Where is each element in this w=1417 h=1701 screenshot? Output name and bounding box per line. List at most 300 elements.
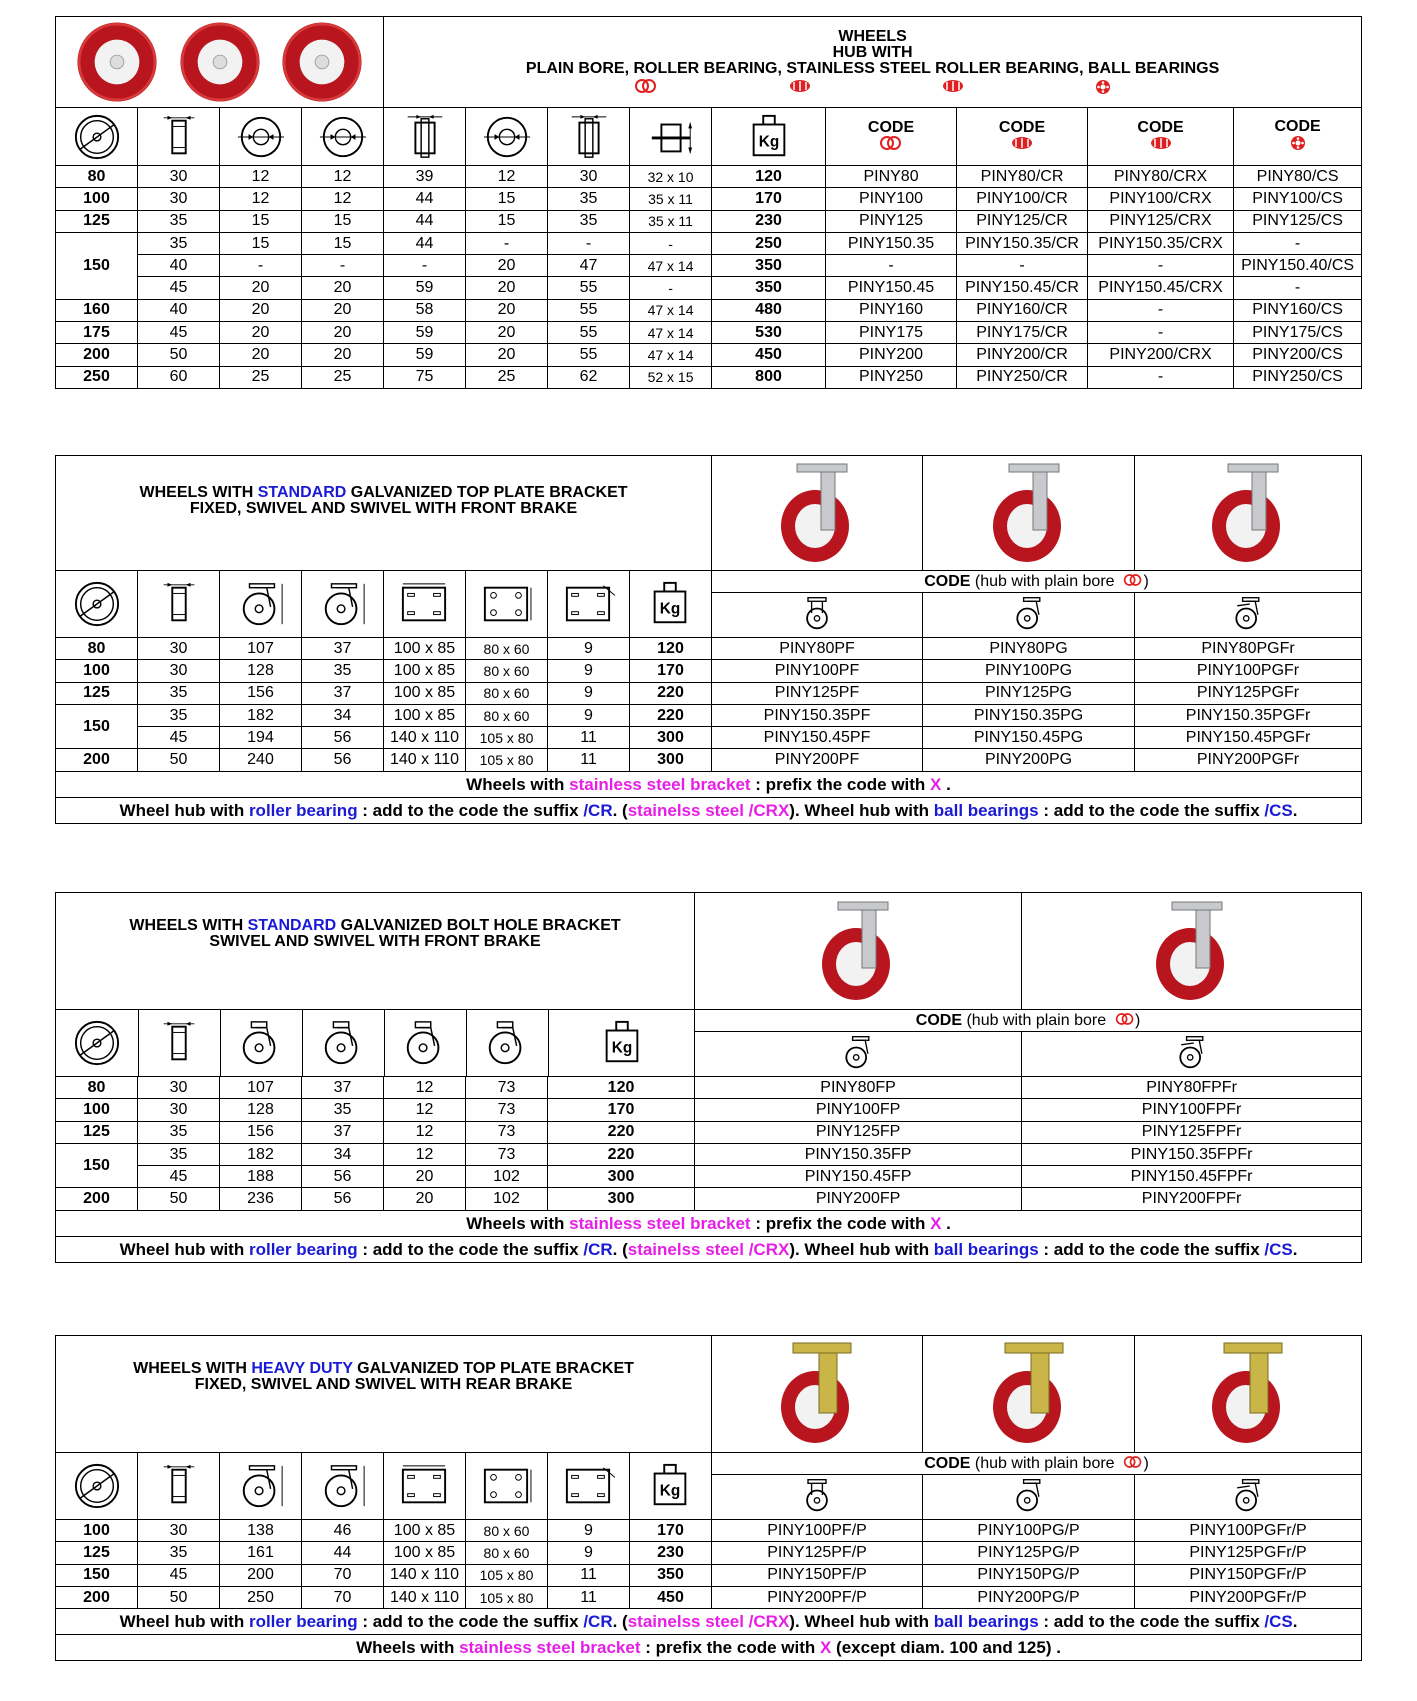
code-cell: PINY100PGFr/P <box>1135 1520 1362 1542</box>
code-cell: PINY200/CR <box>957 344 1088 366</box>
dimension-cell: 35 <box>138 232 220 254</box>
code-cell: - <box>1088 322 1234 344</box>
dimension-cell: 55 <box>548 344 630 366</box>
code-cell: PINY200 <box>826 344 957 366</box>
code-cell: PINY100FPFr <box>1022 1099 1362 1121</box>
wheel-diameter-icon <box>67 1019 127 1067</box>
dimension-cell: 15 <box>466 210 548 232</box>
dimension-cell: 100 x 85 <box>384 660 466 682</box>
dimension-cell: 45 <box>138 1166 220 1188</box>
diameter-cell: 125 <box>56 1542 138 1564</box>
code-cell: PINY250 <box>826 366 957 388</box>
hub-length-icon <box>395 113 455 161</box>
load-kg-icon <box>640 580 700 628</box>
dimension-cell: 39 <box>384 166 466 188</box>
code-cell: PINY150.40/CS <box>1234 255 1362 277</box>
code-header: CODE <box>998 118 1046 136</box>
note-stainless: Wheels with stainless steel bracket : prefix the code with X (except diam. 100 and 125) . <box>56 1635 1362 1661</box>
bolt-hole-table <box>55 892 1362 1263</box>
dimension-cell: 35 <box>138 1542 220 1564</box>
dimension-cell: 35 <box>302 660 384 682</box>
bolt-hole-icon <box>395 1019 455 1067</box>
dimension-cell: - <box>220 255 302 277</box>
dimension-cell: 20 <box>466 255 548 277</box>
total-height-icon <box>231 1462 291 1510</box>
dimension-cell: 47 <box>548 255 630 277</box>
code-header-row <box>695 1010 1362 1032</box>
code-cell: PINY100 <box>826 188 957 210</box>
plate-size-icon <box>394 580 454 628</box>
code-header: CODE <box>867 118 915 136</box>
wheel-width-icon <box>149 580 209 628</box>
dimension-cell: 12 <box>384 1143 466 1165</box>
total-height-icon <box>231 1019 291 1067</box>
dimension-cell: 9 <box>548 1520 630 1542</box>
load-cell: 170 <box>630 660 712 682</box>
load-cell: 220 <box>548 1121 695 1143</box>
code-cell: PINY125PGFr/P <box>1135 1542 1362 1564</box>
load-cell: 450 <box>630 1586 712 1608</box>
dimension-cell: 182 <box>220 704 302 726</box>
table-row <box>56 1166 1362 1188</box>
diameter-cell: 150 <box>56 1564 138 1586</box>
dimension-cell: 30 <box>138 166 220 188</box>
code-cell: PINY100/CRX <box>1088 188 1234 210</box>
dimension-cell: 56 <box>302 749 384 771</box>
code-note: (hub with plain bore <box>970 1454 1115 1472</box>
dimension-cell: 9 <box>548 1542 630 1564</box>
code-cell: PINY125PG/P <box>923 1542 1135 1564</box>
wheels-hub-table <box>55 16 1362 389</box>
code-note: ) <box>1143 1454 1149 1472</box>
code-cell: PINY200FP <box>695 1188 1022 1210</box>
bolt-size-icon <box>558 1462 618 1510</box>
load-cell: 170 <box>630 1520 712 1542</box>
table-row <box>56 1564 1362 1586</box>
fixed-caster-icon <box>799 595 835 631</box>
dimension-cell: 12 <box>466 166 548 188</box>
code-cell: PINY175 <box>826 322 957 344</box>
plate-size-icon <box>394 1462 454 1510</box>
ss-roller-bearing-icon <box>941 79 965 93</box>
diameter-cell: 125 <box>56 682 138 704</box>
code-cell: PINY125FPFr <box>1022 1121 1362 1143</box>
dimension-cell: 100 x 85 <box>384 1542 466 1564</box>
diameter-cell: 175 <box>56 322 138 344</box>
dimension-cell: 35 x 11 <box>630 210 712 232</box>
dimension-cell: - <box>384 255 466 277</box>
title-text: GALVANIZED BOLT HOLE BRACKET <box>336 917 621 934</box>
dimension-cell: 50 <box>138 749 220 771</box>
dimension-cell: 35 <box>138 704 220 726</box>
title-line: SWIVEL AND SWIVEL WITH FRONT BRAKE <box>209 933 541 950</box>
dimension-cell: 12 <box>302 188 384 210</box>
code-cell: PINY80PGFr <box>1135 638 1362 660</box>
note-hub: Wheel hub with roller bearing : add to the code the suffix /CR. (stainelss steel /CRX). Wheel hub with ball bearings : add to the code the suffix /CS. <box>56 1236 1362 1262</box>
table-row <box>56 1542 1362 1564</box>
dimension-cell: 20 <box>302 344 384 366</box>
dimension-cell: 105 x 80 <box>466 749 548 771</box>
table-row <box>56 232 1362 254</box>
ball-bearing-icon <box>1290 135 1306 151</box>
wheel-width-icon <box>149 113 209 161</box>
dimension-cell: 140 x 110 <box>384 749 466 771</box>
dimension-cell: 128 <box>220 660 302 682</box>
code-header: CODE <box>915 1011 963 1029</box>
caster-fixed-photo <box>757 456 877 566</box>
swivel-brake-caster-icon <box>1230 1477 1266 1513</box>
table-row <box>56 366 1362 388</box>
diameter-cell: 200 <box>56 749 138 771</box>
dimension-cell: 59 <box>384 322 466 344</box>
dimension-cell: 161 <box>220 1542 302 1564</box>
hole-spacing-icon <box>476 580 536 628</box>
hole-spacing-icon <box>476 1462 536 1510</box>
offset-icon <box>313 1019 373 1067</box>
code-cell: PINY150.45/CRX <box>1088 277 1234 299</box>
dimension-cell: 100 x 85 <box>384 638 466 660</box>
dimension-cell: 58 <box>384 299 466 321</box>
hd-caster-swivel-brake-photo <box>1188 1337 1308 1447</box>
dimension-cell: 20 <box>302 277 384 299</box>
code-header: CODE <box>924 1454 971 1472</box>
code-cell: PINY150.35PGFr <box>1135 704 1362 726</box>
dimension-cell: 55 <box>548 299 630 321</box>
dimension-cell: 194 <box>220 727 302 749</box>
code-cell: PINY250/CS <box>1234 366 1362 388</box>
load-kg-icon <box>739 113 799 161</box>
swivel-caster-icon <box>840 1034 876 1070</box>
code-header: CODE <box>1137 118 1184 136</box>
dimension-cell: 75 <box>384 366 466 388</box>
plain-bore-icon <box>1115 1013 1135 1025</box>
code-header-row <box>712 1453 1362 1475</box>
table3-title <box>56 893 695 1010</box>
dimension-cell: 20 <box>220 277 302 299</box>
dimension-cell: 80 x 60 <box>466 1542 548 1564</box>
code-cell: PINY200/CS <box>1234 344 1362 366</box>
title-highlight: STANDARD <box>257 484 347 501</box>
offset-icon <box>313 1462 373 1510</box>
dimension-cell: 52 x 15 <box>630 366 712 388</box>
ss-roller-bearing-icon <box>1149 136 1173 150</box>
dimension-cell: 30 <box>138 1099 220 1121</box>
code-cell: PINY100PG/P <box>923 1520 1135 1542</box>
dimension-cell: 44 <box>302 1542 384 1564</box>
dimension-cell: 12 <box>220 166 302 188</box>
code-cell: PINY125/CS <box>1234 210 1362 232</box>
dimension-cell: 37 <box>302 682 384 704</box>
code-cell: PINY80/CS <box>1234 166 1362 188</box>
swivel-brake-caster-icon <box>1230 595 1266 631</box>
dimension-cell: - <box>630 277 712 299</box>
table-row <box>56 166 1362 188</box>
code-cell: PINY150.45FP <box>695 1166 1022 1188</box>
diameter-cell: 200 <box>56 344 138 366</box>
code-cell: PINY150.45/CR <box>957 277 1088 299</box>
dimension-cell: - <box>466 232 548 254</box>
dimension-cell: 12 <box>302 166 384 188</box>
dimension-cell: 45 <box>138 277 220 299</box>
dimension-cell: 200 <box>220 1564 302 1586</box>
dimension-cell: 37 <box>302 1077 384 1099</box>
code-cell: PINY150.45PG <box>923 727 1135 749</box>
table-row <box>56 1586 1362 1608</box>
dimension-cell: 105 x 80 <box>466 1564 548 1586</box>
hub-length-ball-icon <box>559 113 619 161</box>
code-cell: PINY150.45 <box>826 277 957 299</box>
bolt-size-icon <box>558 580 618 628</box>
table-row <box>56 727 1362 749</box>
load-kg-icon <box>592 1019 652 1067</box>
code-cell: - <box>1234 277 1362 299</box>
dimension-cell: 15 <box>302 232 384 254</box>
wheel-diameter-icon <box>67 580 127 628</box>
total-height-icon <box>231 580 291 628</box>
dimension-cell: 12 <box>384 1077 466 1099</box>
dimension-cell: 20 <box>302 322 384 344</box>
dimension-cell: 30 <box>138 188 220 210</box>
code-cell: PINY150.35FP <box>695 1143 1022 1165</box>
dimension-cell: 62 <box>548 366 630 388</box>
code-cell: PINY150PF/P <box>712 1564 923 1586</box>
dimension-cell: 156 <box>220 1121 302 1143</box>
dimension-cell: - <box>302 255 384 277</box>
dimension-cell: 20 <box>220 344 302 366</box>
dimension-cell: 55 <box>548 277 630 299</box>
dimension-cell: 34 <box>302 704 384 726</box>
code-cell: PINY100PG <box>923 660 1135 682</box>
code-cell: PINY160/CR <box>957 299 1088 321</box>
load-cell: 800 <box>712 366 826 388</box>
load-cell: 250 <box>712 232 826 254</box>
code-cell: PINY150.35FPFr <box>1022 1143 1362 1165</box>
dimension-cell: 15 <box>302 210 384 232</box>
diameter-cell: 200 <box>56 1586 138 1608</box>
dimension-cell: 35 <box>548 210 630 232</box>
code-cell: PINY125/CR <box>957 210 1088 232</box>
dimension-cell: 80 x 60 <box>466 1520 548 1542</box>
dimension-cell: 80 x 60 <box>466 682 548 704</box>
code-cell: PINY200/CRX <box>1088 344 1234 366</box>
dimension-cell: 35 <box>138 1143 220 1165</box>
diameter-cell: 80 <box>56 638 138 660</box>
table-row <box>56 277 1362 299</box>
code-cell: PINY200PF/P <box>712 1586 923 1608</box>
diameter-cell: 100 <box>56 1099 138 1121</box>
title-line: FIXED, SWIVEL AND SWIVEL WITH FRONT BRAKE <box>189 500 578 517</box>
dimension-cell: 35 x 11 <box>630 188 712 210</box>
table-row <box>56 660 1362 682</box>
dimension-cell: 30 <box>548 166 630 188</box>
table-row <box>56 322 1362 344</box>
dimension-cell: 128 <box>220 1099 302 1121</box>
dimension-cell: 100 x 85 <box>384 1520 466 1542</box>
code-cell: PINY125PF <box>712 682 923 704</box>
dimension-cell: 107 <box>220 1077 302 1099</box>
table-row <box>56 638 1362 660</box>
diameter-cell: 150 <box>56 704 138 749</box>
dimension-cell: 102 <box>466 1188 548 1210</box>
title-line: WHEELS <box>838 28 907 45</box>
dimension-cell: 15 <box>466 188 548 210</box>
dimension-cell: 55 <box>548 322 630 344</box>
title-highlight: STANDARD <box>247 917 337 934</box>
code-cell: PINY160/CS <box>1234 299 1362 321</box>
dimension-cell: 188 <box>220 1166 302 1188</box>
code-note: (hub with plain bore <box>970 572 1115 590</box>
code-cell: PINY125PG <box>923 682 1135 704</box>
dimension-cell: 32 x 10 <box>630 166 712 188</box>
hub-bore-roller-icon <box>313 113 373 161</box>
code-header-row <box>712 571 1362 593</box>
load-cell: 170 <box>548 1099 695 1121</box>
code-cell: - <box>1088 255 1234 277</box>
dimension-cell: 47 x 14 <box>630 344 712 366</box>
plain-bore-icon <box>1123 1456 1143 1468</box>
caster-swivel-brake-photo <box>1188 456 1308 566</box>
code-cell: PINY150.35PF <box>712 704 923 726</box>
dimension-cell: 25 <box>220 366 302 388</box>
dimension-cell: 44 <box>384 188 466 210</box>
diameter-cell: 80 <box>56 1077 138 1099</box>
code-cell: PINY150.35PG <box>923 704 1135 726</box>
dimension-cell: 59 <box>384 344 466 366</box>
dimension-cell: 80 x 60 <box>466 704 548 726</box>
code-cell: PINY150.45FPFr <box>1022 1166 1362 1188</box>
note-stainless: Wheels with stainless steel bracket : prefix the code with X . <box>56 1210 1362 1236</box>
dimension-cell: 50 <box>138 1188 220 1210</box>
wheel-photo-plain <box>74 19 160 105</box>
dimension-cell: 9 <box>548 660 630 682</box>
caster-swivel-photo <box>969 456 1089 566</box>
code-cell: PINY80PG <box>923 638 1135 660</box>
table-row <box>56 188 1362 210</box>
diameter-cell: 200 <box>56 1188 138 1210</box>
table1-title <box>384 17 1362 108</box>
title-text: GALVANIZED TOP PLATE BRACKET <box>346 484 628 501</box>
code-note: (hub with plain bore <box>962 1011 1107 1029</box>
dimension-cell: 70 <box>302 1564 384 1586</box>
dimension-cell: 37 <box>302 638 384 660</box>
code-cell: PINY175/CR <box>957 322 1088 344</box>
code-cell: - <box>1234 232 1362 254</box>
dimension-cell: 11 <box>548 1564 630 1586</box>
code-cell: PINY150.45PF <box>712 727 923 749</box>
title-text: GALVANIZED TOP PLATE BRACKET <box>352 1360 634 1377</box>
code-cell: PINY100PF <box>712 660 923 682</box>
table-row <box>56 749 1362 771</box>
dimension-cell: 40 <box>138 299 220 321</box>
code-cell: PINY100/CS <box>1234 188 1362 210</box>
dimension-cell: 47 x 14 <box>630 299 712 321</box>
table-row <box>56 704 1362 726</box>
dimension-cell: 73 <box>466 1143 548 1165</box>
table2-title <box>56 456 712 571</box>
roller-bearing-icon <box>788 79 812 93</box>
code-cell: PINY125/CRX <box>1088 210 1234 232</box>
dimension-cell: 100 x 85 <box>384 704 466 726</box>
dimension-cell: 56 <box>302 1188 384 1210</box>
dimension-cell: 107 <box>220 638 302 660</box>
dimension-cell: 20 <box>466 344 548 366</box>
diameter-cell: 80 <box>56 166 138 188</box>
table-row <box>56 299 1362 321</box>
code-cell: PINY200PF <box>712 749 923 771</box>
hub-bore-ball-icon <box>477 113 537 161</box>
code-header: CODE <box>1274 117 1321 135</box>
roller-bearing-icon <box>1010 136 1034 150</box>
load-cell: 300 <box>548 1166 695 1188</box>
load-cell: 170 <box>712 188 826 210</box>
code-cell: PINY80FPFr <box>1022 1077 1362 1099</box>
dimension-cell: 47 x 14 <box>630 255 712 277</box>
table-row <box>56 210 1362 232</box>
title-line: FIXED, SWIVEL AND SWIVEL WITH REAR BRAKE <box>194 1376 573 1393</box>
dimension-cell: 12 <box>384 1121 466 1143</box>
code-cell: PINY175/CS <box>1234 322 1362 344</box>
diameter-cell: 100 <box>56 660 138 682</box>
dimension-cell: 20 <box>220 299 302 321</box>
dimension-cell: 46 <box>302 1520 384 1542</box>
table-row <box>56 344 1362 366</box>
load-cell: 230 <box>630 1542 712 1564</box>
hd-caster-fixed-photo <box>757 1337 877 1447</box>
dimension-cell: 9 <box>548 638 630 660</box>
code-cell: PINY80/CR <box>957 166 1088 188</box>
dimension-cell: 56 <box>302 1166 384 1188</box>
code-cell: PINY200FPFr <box>1022 1188 1362 1210</box>
note-stainless: Wheels with stainless steel bracket : prefix the code with X . <box>56 771 1362 797</box>
table-row <box>56 1520 1362 1542</box>
wheel-diameter-icon <box>67 113 127 161</box>
dimension-cell: 30 <box>138 1520 220 1542</box>
code-cell: PINY80FP <box>695 1077 1022 1099</box>
load-cell: 450 <box>712 344 826 366</box>
load-cell: 300 <box>548 1188 695 1210</box>
dimension-cell: 73 <box>466 1121 548 1143</box>
wheel-diameter-icon <box>67 1462 127 1510</box>
wheel-photo-ball <box>279 19 365 105</box>
dimension-cell: 156 <box>220 682 302 704</box>
dimension-cell: 15 <box>220 210 302 232</box>
title-highlight: HEAVY DUTY <box>251 1360 353 1377</box>
code-cell: PINY80PF <box>712 638 923 660</box>
dimension-cell: 60 <box>138 366 220 388</box>
wheel-photos <box>56 17 384 108</box>
dimension-cell: 35 <box>138 1121 220 1143</box>
code-cell: - <box>1088 366 1234 388</box>
table-row <box>56 1099 1362 1121</box>
plain-bore-icon <box>634 79 658 93</box>
dimension-cell: 12 <box>384 1099 466 1121</box>
dimension-cell: 20 <box>220 322 302 344</box>
offset-icon <box>313 580 373 628</box>
swivel-caster-icon <box>1011 595 1047 631</box>
code-cell: PINY100FP <box>695 1099 1022 1121</box>
ball-bearing-icon <box>1095 79 1111 95</box>
code-cell: - <box>1088 299 1234 321</box>
code-cell: PINY80 <box>826 166 957 188</box>
hd-caster-swivel-photo <box>969 1337 1089 1447</box>
table-row <box>56 1121 1362 1143</box>
caster-bolt-swivel-photo <box>798 894 918 1004</box>
dimension-cell: 20 <box>466 299 548 321</box>
fixed-caster-icon <box>799 1477 835 1513</box>
code-cell: PINY150.35 <box>826 232 957 254</box>
caster-bolt-swivel-brake-photo <box>1132 894 1252 1004</box>
code-cell: PINY200PG/P <box>923 1586 1135 1608</box>
